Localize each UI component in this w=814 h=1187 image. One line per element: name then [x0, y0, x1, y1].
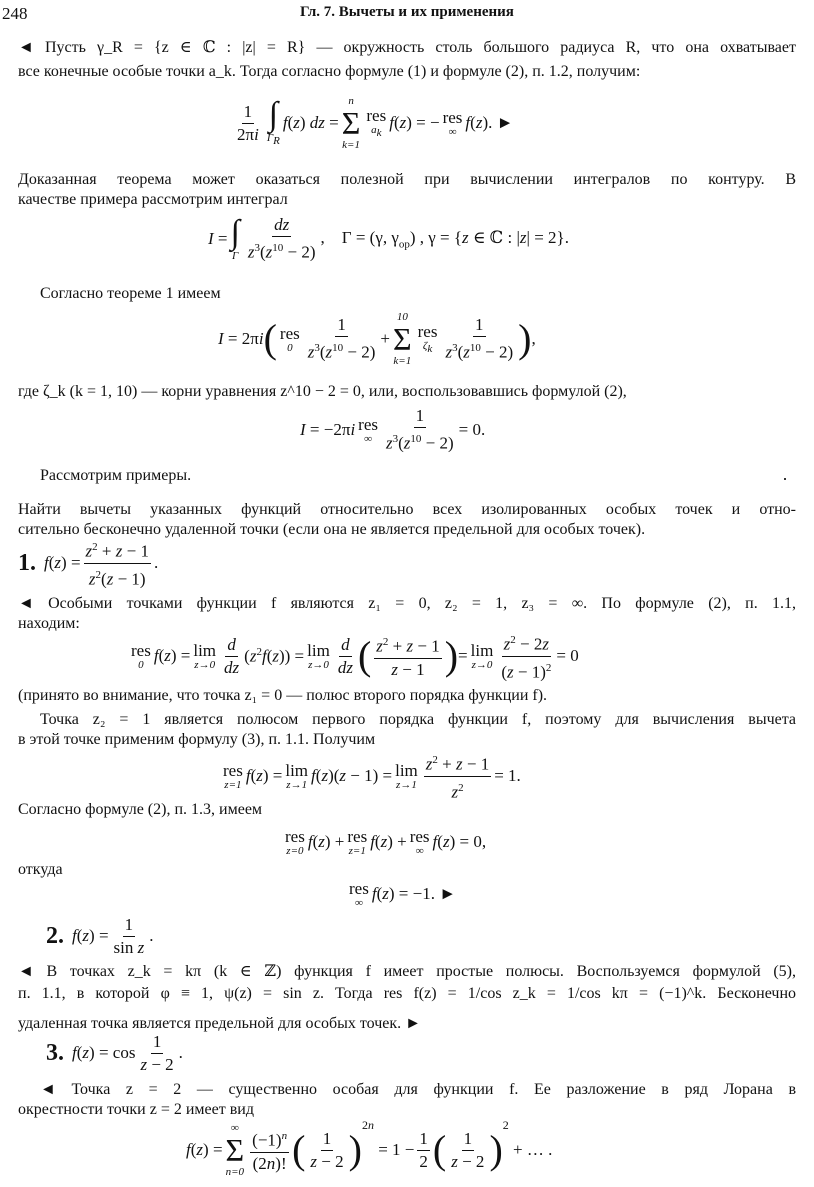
- formula-infinity-residue: I = −2πi res ∞ $\frac{1}{z^3(z^{10} - 2)}$ = 0.: [300, 406, 486, 453]
- paragraph-2-line-2: качестве примера рассмотрим интеграл: [18, 191, 288, 208]
- paragraph-5: Рассмотрим примеры.: [40, 467, 192, 484]
- paragraph-12-line-1: ◄ В точках z_k = kπ (k ∈ ℤ) функция f имеет простые полюсы. Воспользуемся формулой (5),: [18, 963, 796, 980]
- paragraph-10: Согласно формуле (2), п. 1.3, имеем: [18, 801, 263, 818]
- formula-residue-sum-zero: res z=0 f(z) + res z=1 f(z) + res ∞ f(z) = 0,: [285, 826, 487, 857]
- paragraph-6-line-2: сительно бесконечно удаленной точки (если она не является предельной для особых точек).: [18, 521, 646, 538]
- paragraph-13-line-1: ◄ Точка z = 2 — существенно особая для функции f. Ее разложение в ряд Лорана в: [40, 1081, 796, 1098]
- chapter-title: Гл. 7. Вычеты и их применения: [300, 4, 514, 20]
- paragraph-7-line-1: ◄ Особыми точками функции f являются z₁ = 0, z₂ = 1, z₃ = ∞. По формуле (2), п. 1.1,: [18, 595, 796, 612]
- paragraph-8: (принято во внимание, что точка z₁ = 0 — полюс второго порядка функции f).: [18, 687, 548, 704]
- formula-integral-definition: I = ∫ Γ $\frac{dz}{z^3(z^{10} - 2)}$ , Γ = (γ, $\gamma_{op}$) , γ = {z ∈ ℂ : |z| = 2}.: [208, 214, 569, 262]
- formula-residue-sum: I = 2πi ( res 0 $\frac{1}{z^3(z^{10} - 2)}$ + 10 Σ k=1 res $\zeta_k$ $\frac{1}{z^3(z^{10} - 2)}$ ) ,: [218, 311, 536, 367]
- page-number: 248: [2, 4, 28, 23]
- formula-contour-sum: $\frac{1}{2\pi i}$ ∫ $\Gamma_R$ f(z) dz = n Σ k=1 res $a_k$ f(z) = − res ∞ f(z). ►: [237, 95, 514, 151]
- paragraph-13-line-2: окрестности точки z = 2 имеет вид: [18, 1101, 254, 1118]
- problem-2: 2. f(z) = $\frac{1}{\text{sin z}}$ .: [46, 914, 154, 957]
- paragraph-9-line-2: в этой точке применим формулу (3), п. 1.1. Получим: [18, 731, 376, 748]
- formula-laurent-series: f(z) = ∞ Σ n=0 $\frac{(-1)^n}{(2n)!}$ ( $\frac{1}{z - 2}$ ) 2n = 1 − $\frac{1}{2}$ ( $\frac{1}{z - 2}$ ) 2 + … .: [186, 1118, 553, 1178]
- paragraph-12-line-2: п. 1.1, в которой φ ≡ 1, ψ(z) = sin z. Тогда res f(z) = 1/cos z_k = 1/cos kπ = (−1)^k. Бесконечно: [18, 985, 796, 1002]
- problem-3: 3. f(z) = cos $\frac{1}{z - 2}$ .: [46, 1031, 183, 1074]
- formula-residue-at-zero: res 0 f(z) = lim z→0 $\frac{d}{dz}$ $(z^2f(z))$ = lim z→0 $\frac{d}{dz}$ ( $\frac{z^2 + z - 1}{z - 1}$ ) = lim z→0 $\frac{z^2 - 2z}{(z - 1)^2}$ = 0: [128, 628, 579, 684]
- problem-1: 1. f(z) = $\frac{z^2 + z - 1}{z^2(z - 1)}$ .: [18, 538, 158, 588]
- paragraph-6-line-1: Найти вычеты указанных функций относительно всех изолированных особых точек и отно-: [18, 501, 796, 518]
- paragraph-3: Согласно теореме 1 имеем: [40, 285, 221, 302]
- paragraph-1-line-2: все конечные особые точки a_k. Тогда согласно формуле (1) и формуле (2), п. 1.2, получим:: [18, 63, 641, 80]
- paragraph-9-line-1: Точка z₂ = 1 является полюсом первого порядка функции f, поэтому для вычисления вычета: [40, 711, 796, 728]
- paragraph-1-line-1: ◄ Пусть γ_R = {z ∈ ℂ : |z| = R} — окружность столь большого радиуса R, что она охватывает: [18, 39, 796, 56]
- paragraph-4: где ζ_k (k = 1, 10) — корни уравнения z^10 − 2 = 0, или, воспользовавшись формулой (2),: [18, 383, 627, 400]
- print-speck: [784, 478, 786, 480]
- paragraph-12-line-3: удаленная точка является предельной для особых точек. ►: [18, 1015, 421, 1032]
- paragraph-2-line-1: Доказанная теорема может оказаться полезной при вычислении интегралов по контуру. В: [18, 171, 796, 188]
- formula-residue-at-infinity: res ∞ f(z) = −1. ►: [349, 878, 457, 909]
- paragraph-11: откуда: [18, 861, 63, 878]
- paragraph-7-line-2: находим:: [18, 615, 80, 632]
- formula-residue-at-one: res z=1 f(z) = lim z→1 f(z)(z − 1) = lim z→1 $\frac{z^2 + z - 1}{z^2}$ = 1.: [220, 750, 521, 802]
